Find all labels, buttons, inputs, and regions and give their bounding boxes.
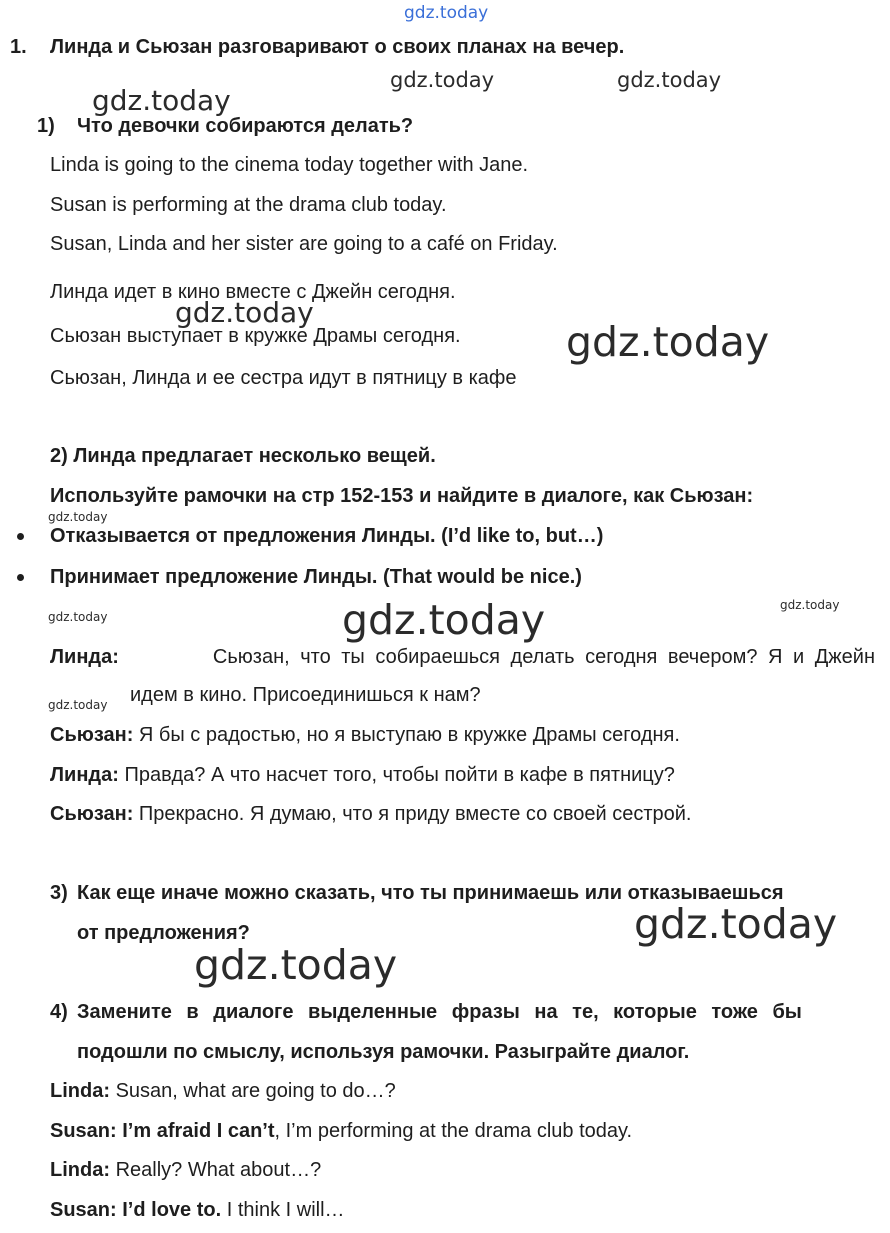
q1-english-line: Linda is going to the cinema today together with Jane. xyxy=(50,154,529,176)
highlighted-phrase: I’d love to. xyxy=(122,1199,222,1221)
dialogue-text: Правда? А что насчет того, чтобы пойти в кафе в пятницу? xyxy=(124,764,675,786)
watermark: gdz.today xyxy=(194,941,398,989)
q1-english-line: Susan, Linda and her sister are going to a café on Friday. xyxy=(50,233,558,255)
speaker-label: Сьюзан: xyxy=(50,803,134,825)
dialogue-continuation: идем в кино. Присоединишься к нам? xyxy=(130,684,481,706)
watermark-top: gdz.today xyxy=(404,3,489,23)
watermark: gdz.today xyxy=(48,610,108,624)
watermark: gdz.today xyxy=(390,68,495,92)
dialogue-text: , I’m performing at the drama club today. xyxy=(274,1120,633,1142)
watermark: gdz.today xyxy=(566,318,770,366)
dialogue-text: Susan, what are going to do…? xyxy=(115,1080,396,1102)
q4-line-text: Замените в диалоге выделенные фразы на те, которые тоже бы xyxy=(77,1001,802,1023)
q1-russian-line: Сьюзан, Линда и ее сестра идут в пятницу в кафе xyxy=(50,367,517,389)
bullet-dot xyxy=(17,574,24,581)
dialogue-text: I think I will… xyxy=(226,1199,345,1221)
q1-title: Что девочки собираются делать? xyxy=(77,115,414,137)
task-number: 1. xyxy=(10,36,27,58)
watermark: gdz.today xyxy=(92,84,231,117)
speaker-label: Linda: xyxy=(50,1080,110,1102)
speaker-label: Susan: xyxy=(50,1199,117,1221)
dialogue-line xyxy=(50,1198,345,1222)
q1-english-line: Susan is performing at the drama club today. xyxy=(50,194,447,216)
task-title: Линда и Сьюзан разговаривают о своих планах на вечер. xyxy=(50,36,625,58)
q2-bullet: Отказывается от предложения Линды. (I’d like to, but…) xyxy=(50,525,604,547)
q2-title: 2) Линда предлагает несколько вещей. xyxy=(50,445,436,467)
dialogue-line xyxy=(50,723,680,747)
dialogue-text: Прекрасно. Я думаю, что я приду вместе со своей сестрой. xyxy=(138,803,692,825)
dialogue-line xyxy=(50,1079,396,1103)
watermark: gdz.today xyxy=(342,596,546,644)
highlighted-phrase: I’m afraid I can’t xyxy=(122,1120,275,1142)
watermark: gdz.today xyxy=(617,68,722,92)
dialogue-text: Я бы с радостью, но я выступаю в кружке Драмы сегодня. xyxy=(138,724,680,746)
speaker-label: Linda: xyxy=(50,1159,110,1181)
speaker-label: Линда: xyxy=(50,764,119,786)
watermark: gdz.today xyxy=(780,598,840,612)
dialogue-line xyxy=(50,1119,632,1143)
q4-line xyxy=(77,1000,875,1024)
dialogue-text: Сьюзан, что ты собираешься делать сегодня вечером? Я и Джейн xyxy=(212,646,875,668)
q4-line: подошли по смыслу, используя рамочки. Разыграйте диалог. xyxy=(77,1041,690,1063)
q2-bullet: Принимает предложение Линды. (That would be nice.) xyxy=(50,566,582,588)
q3-line: от предложения? xyxy=(77,922,250,944)
q4-number: 4) xyxy=(50,1001,68,1023)
dialogue-line xyxy=(50,645,875,669)
dialogue-line xyxy=(50,763,675,787)
q2-instruction: Используйте рамочки на стр 152-153 и найдите в диалоге, как Сьюзан: xyxy=(50,485,754,507)
q1-russian-line: Сьюзан выступает в кружке Драмы сегодня. xyxy=(50,325,461,347)
dialogue-text: Really? What about…? xyxy=(115,1159,322,1181)
watermark: gdz.today xyxy=(175,296,314,329)
bullet-dot xyxy=(17,533,24,540)
watermark: gdz.today xyxy=(48,510,108,524)
speaker-label: Сьюзан: xyxy=(50,724,134,746)
dialogue-line xyxy=(50,802,691,826)
q3-line: Как еще иначе можно сказать, что ты принимаешь или отказываешься xyxy=(77,882,784,904)
q1-russian-line: Линда идет в кино вместе с Джейн сегодня. xyxy=(50,281,456,303)
dialogue-line xyxy=(50,1158,321,1182)
q3-number: 3) xyxy=(50,882,68,904)
q1-number: 1) xyxy=(37,115,55,137)
speaker-label: Susan: xyxy=(50,1120,117,1142)
watermark: gdz.today xyxy=(48,698,108,712)
watermark: gdz.today xyxy=(634,900,838,948)
speaker-label: Линда: xyxy=(50,646,119,668)
